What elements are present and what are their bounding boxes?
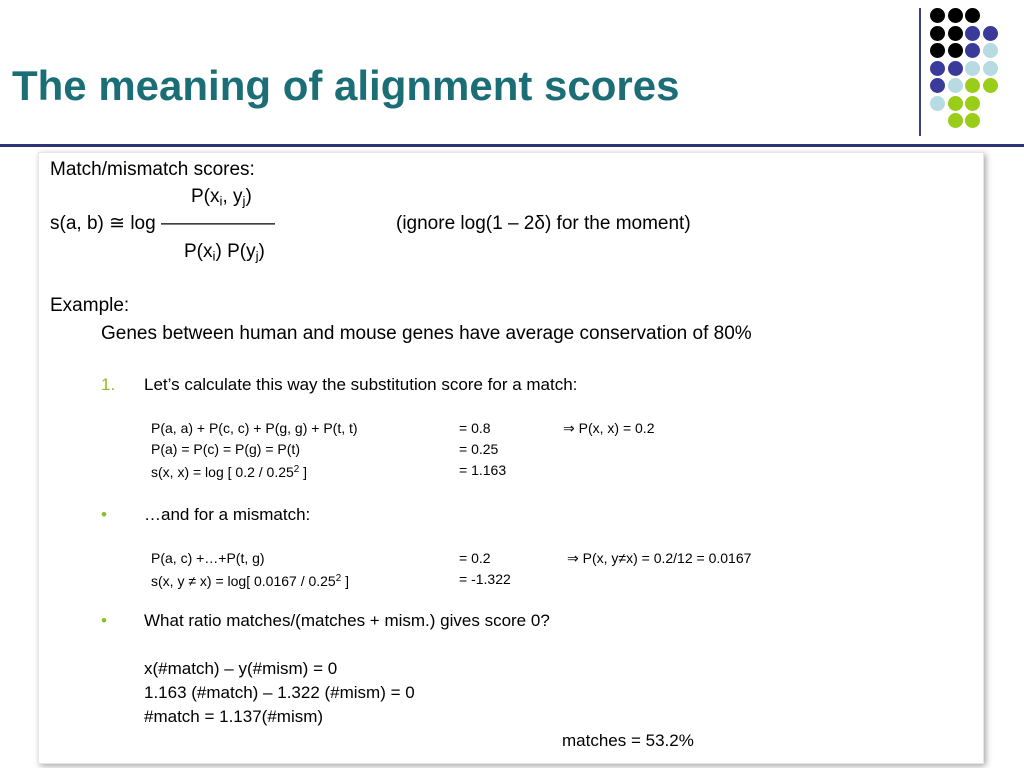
decor-dot <box>948 78 963 93</box>
decor-dot <box>965 78 980 93</box>
decor-dot <box>983 61 998 76</box>
decor-dot <box>983 78 998 93</box>
decor-dot <box>965 113 980 128</box>
content-panel <box>38 152 984 764</box>
decor-dot <box>930 43 945 58</box>
decor-dot <box>983 43 998 58</box>
decor-dot <box>948 43 963 58</box>
item3-result: matches = 53.2% <box>562 731 694 750</box>
decor-dot <box>930 96 945 111</box>
item2-row1-expr: P(a, c) +…+P(t, g) <box>151 550 265 566</box>
item3-line3: #match = 1.137(#mism) <box>144 707 324 726</box>
example-text: Genes between human and mouse genes have average conservation of 80% <box>101 323 752 344</box>
item2-row1-value: = 0.2 <box>459 550 491 566</box>
item1-row3-expr: s(x, x) = log [ 0.2 / 0.25$^2$ ] <box>151 463 308 480</box>
formula-lhs: s(a, b) ≅ log —————— <box>50 213 275 234</box>
list-bullet-3: • <box>101 611 107 630</box>
decor-dot <box>948 61 963 76</box>
item1-row1-value: = 0.8 <box>459 420 491 436</box>
item2-text: …and for a mismatch: <box>144 505 311 524</box>
decor-dot <box>965 43 980 58</box>
item2-row1-implies: ⇒ P(x, y≠x) = 0.2/12 = 0.0167 <box>567 550 752 566</box>
example-label: Example: <box>50 295 130 316</box>
item3-text: What ratio matches/(matches + mism.) gives score 0? <box>144 611 550 630</box>
formula-note: (ignore log(1 – 2δ) for the moment) <box>396 213 691 234</box>
item3-line1: x(#match) – y(#mism) = 0 <box>144 659 338 678</box>
item1-row2-value: = 0.25 <box>459 441 499 457</box>
slide-title: The meaning of alignment scores <box>12 62 680 109</box>
list-bullet-2: • <box>101 505 107 524</box>
item1-row1-expr: P(a, a) + P(c, c) + P(g, g) + P(t, t) <box>151 420 358 436</box>
section-heading: Match/mismatch scores: <box>50 159 255 180</box>
decor-dot <box>983 26 998 41</box>
decor-vertical-rule <box>919 8 921 136</box>
decor-dot <box>965 26 980 41</box>
decor-dot <box>948 8 963 23</box>
item2-row2-expr: s(x, y ≠ x) = log[ 0.0167 / 0.25$^2$ ] <box>151 572 349 589</box>
decor-dot <box>965 61 980 76</box>
formula-numerator: $P(x_i$, $y_j$) <box>191 186 252 209</box>
formula-denominator: $P(x_i)$ $P(y_j)$ <box>184 241 265 264</box>
decor-dot <box>930 26 945 41</box>
decor-dot <box>930 78 945 93</box>
decor-dot <box>948 26 963 41</box>
item1-row1-implies: ⇒ P(x, x) = 0.2 <box>563 420 655 436</box>
item1-row2-expr: P(a) = P(c) = P(g) = P(t) <box>151 441 300 457</box>
item3-line2: 1.163 (#match) – 1.322 (#mism) = 0 <box>144 683 415 702</box>
item1-row3-value: = 1.163 <box>459 462 507 478</box>
title-divider <box>0 144 1024 147</box>
item1-text: Let’s calculate this way the substitution score for a match: <box>144 375 578 394</box>
decor-dot <box>930 61 945 76</box>
item2-row2-value: = -1.322 <box>459 571 511 587</box>
decor-dot <box>965 8 980 23</box>
decor-dot <box>948 96 963 111</box>
decor-dot <box>948 113 963 128</box>
list-marker-1: 1. <box>101 375 116 394</box>
decor-dot <box>930 8 945 23</box>
decor-dot <box>965 96 980 111</box>
